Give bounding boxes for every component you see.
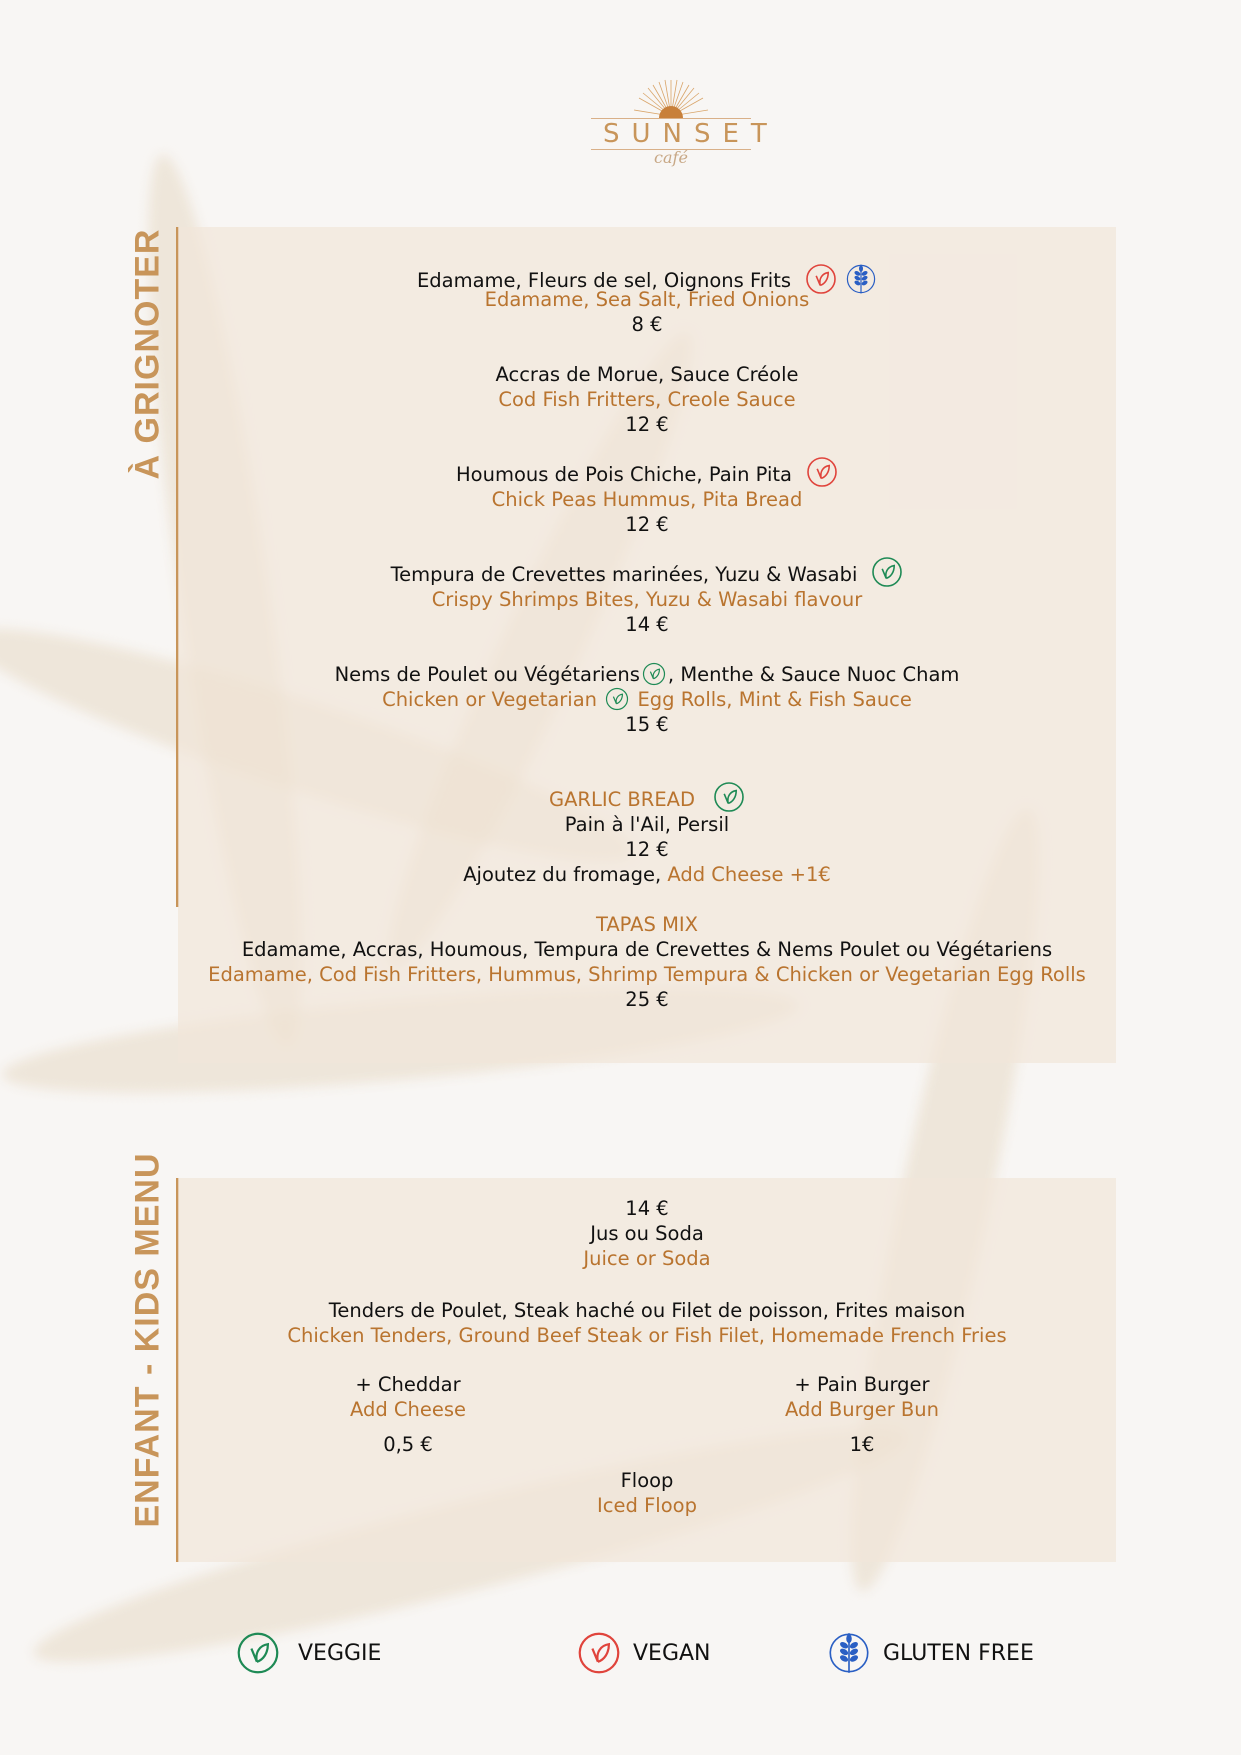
item-price: 12 €: [625, 837, 669, 861]
item-name-fr: Pain à l'Ail, Persil: [564, 812, 730, 836]
item-name-fr: Houmous de Pois Chiche, Pain Pita: [456, 462, 792, 486]
veggie-icon: [642, 662, 666, 686]
item-name-fr-cont: , Menthe & Sauce Nuoc Cham: [667, 662, 960, 686]
legend-gluten-free: [827, 1631, 1034, 1675]
addon-fr: + Cheddar: [355, 1373, 461, 1396]
item-name-en: Chicken or Vegetarian: [382, 687, 598, 711]
legend-veggie: [236, 1631, 381, 1675]
menu-item: [178, 462, 1116, 537]
extra-fr: Ajoutez du fromage,: [463, 862, 662, 886]
brand-sub: café: [654, 148, 688, 167]
item-name-en-cont: Egg Rolls, Mint & Fish Sauce: [637, 687, 912, 711]
kids-price: 14 €: [625, 1197, 669, 1220]
addon-en: Add Cheese: [349, 1398, 467, 1421]
addon-price: 0,5 €: [383, 1433, 433, 1456]
item-name-en: Chick Peas Hummus, Pita Bread: [491, 487, 803, 511]
section-title-kids: ENFANT - KIDS MENU: [128, 1152, 167, 1528]
veggie-icon: [236, 1631, 280, 1675]
item-price: 15 €: [625, 712, 669, 736]
vegan-icon: [805, 263, 837, 295]
item-name-fr: Nems de Poulet ou Végétariens: [334, 662, 640, 686]
tapas-mix-item: [178, 912, 1116, 1012]
legend-label: VEGGIE: [298, 1640, 382, 1666]
item-name-fr: Edamame, Accras, Houmous, Tempura de Crevettes & Nems Poulet ou Végétariens: [241, 937, 1053, 961]
sun-rays-icon: [631, 78, 711, 118]
item-name-en: Crispy Shrimps Bites, Yuzu & Wasabi flavour: [431, 587, 863, 611]
menu-item: [178, 268, 1116, 337]
drink-en: Juice or Soda: [583, 1247, 711, 1270]
veggie-icon: [713, 781, 745, 813]
addon-burger-bun: [712, 1372, 1012, 1457]
item-name-fr: Tempura de Crevettes marinées, Yuzu & Wasabi: [390, 562, 858, 586]
item-price: 25 €: [625, 987, 669, 1011]
sunset-cafe-logo: [591, 78, 779, 170]
legend-vegan: [577, 1631, 711, 1675]
menu-item: [178, 362, 1116, 437]
addons-row: [178, 1372, 1116, 1468]
dessert-en: Iced Floop: [597, 1494, 697, 1517]
addon-fr: + Pain Burger: [794, 1373, 930, 1396]
main-en: Chicken Tenders, Ground Beef Steak or Fish Filet, Homemade French Fries: [287, 1324, 1007, 1347]
grignoter-section: [178, 227, 1116, 1063]
item-price: 14 €: [625, 612, 669, 636]
addon-cheddar: [258, 1372, 558, 1457]
item-price: 12 €: [625, 412, 669, 436]
veggie-icon: [605, 687, 629, 711]
item-name-fr: Accras de Morue, Sauce Créole: [495, 362, 799, 386]
menu-item: [178, 562, 1116, 637]
vegan-icon: [806, 456, 838, 488]
garlic-bread-item: [178, 787, 1116, 887]
extra-en: Add Cheese +1€: [667, 862, 831, 886]
item-price: 12 €: [625, 512, 669, 536]
legend-label: VEGAN: [633, 1640, 711, 1666]
item-title: TAPAS MIX: [595, 912, 699, 936]
section-title-grignoter: À GRIGNOTER: [128, 228, 167, 480]
kids-section: [178, 1178, 1116, 1562]
menu-item: [178, 662, 1116, 737]
addon-en: Add Burger Bun: [784, 1398, 940, 1421]
item-title: GARLIC BREAD: [548, 787, 696, 811]
item-name-en: Cod Fish Fritters, Creole Sauce: [498, 387, 796, 411]
vegan-icon: [577, 1631, 621, 1675]
veggie-icon: [871, 556, 903, 588]
dessert-fr: Floop: [620, 1469, 674, 1492]
main-fr: Tenders de Poulet, Steak haché ou Filet de poisson, Frites maison: [328, 1299, 966, 1322]
addon-price: 1€: [849, 1433, 875, 1456]
item-price: 8 €: [631, 312, 663, 336]
drink-fr: Jus ou Soda: [590, 1222, 704, 1245]
legend-label: GLUTEN FREE: [883, 1640, 1034, 1666]
item-name-fr: Edamame, Fleurs de sel, Oignons Frits: [416, 269, 792, 292]
item-name-en: Edamame, Sea Salt, Fried Onions: [484, 287, 810, 311]
brand-name: SUNSET: [603, 119, 779, 149]
gluten-free-icon: [845, 263, 877, 295]
item-name-en: Edamame, Cod Fish Fritters, Hummus, Shrimp Tempura & Chicken or Vegetarian Egg Rolls: [208, 962, 1086, 986]
gluten-free-icon: [827, 1631, 871, 1675]
